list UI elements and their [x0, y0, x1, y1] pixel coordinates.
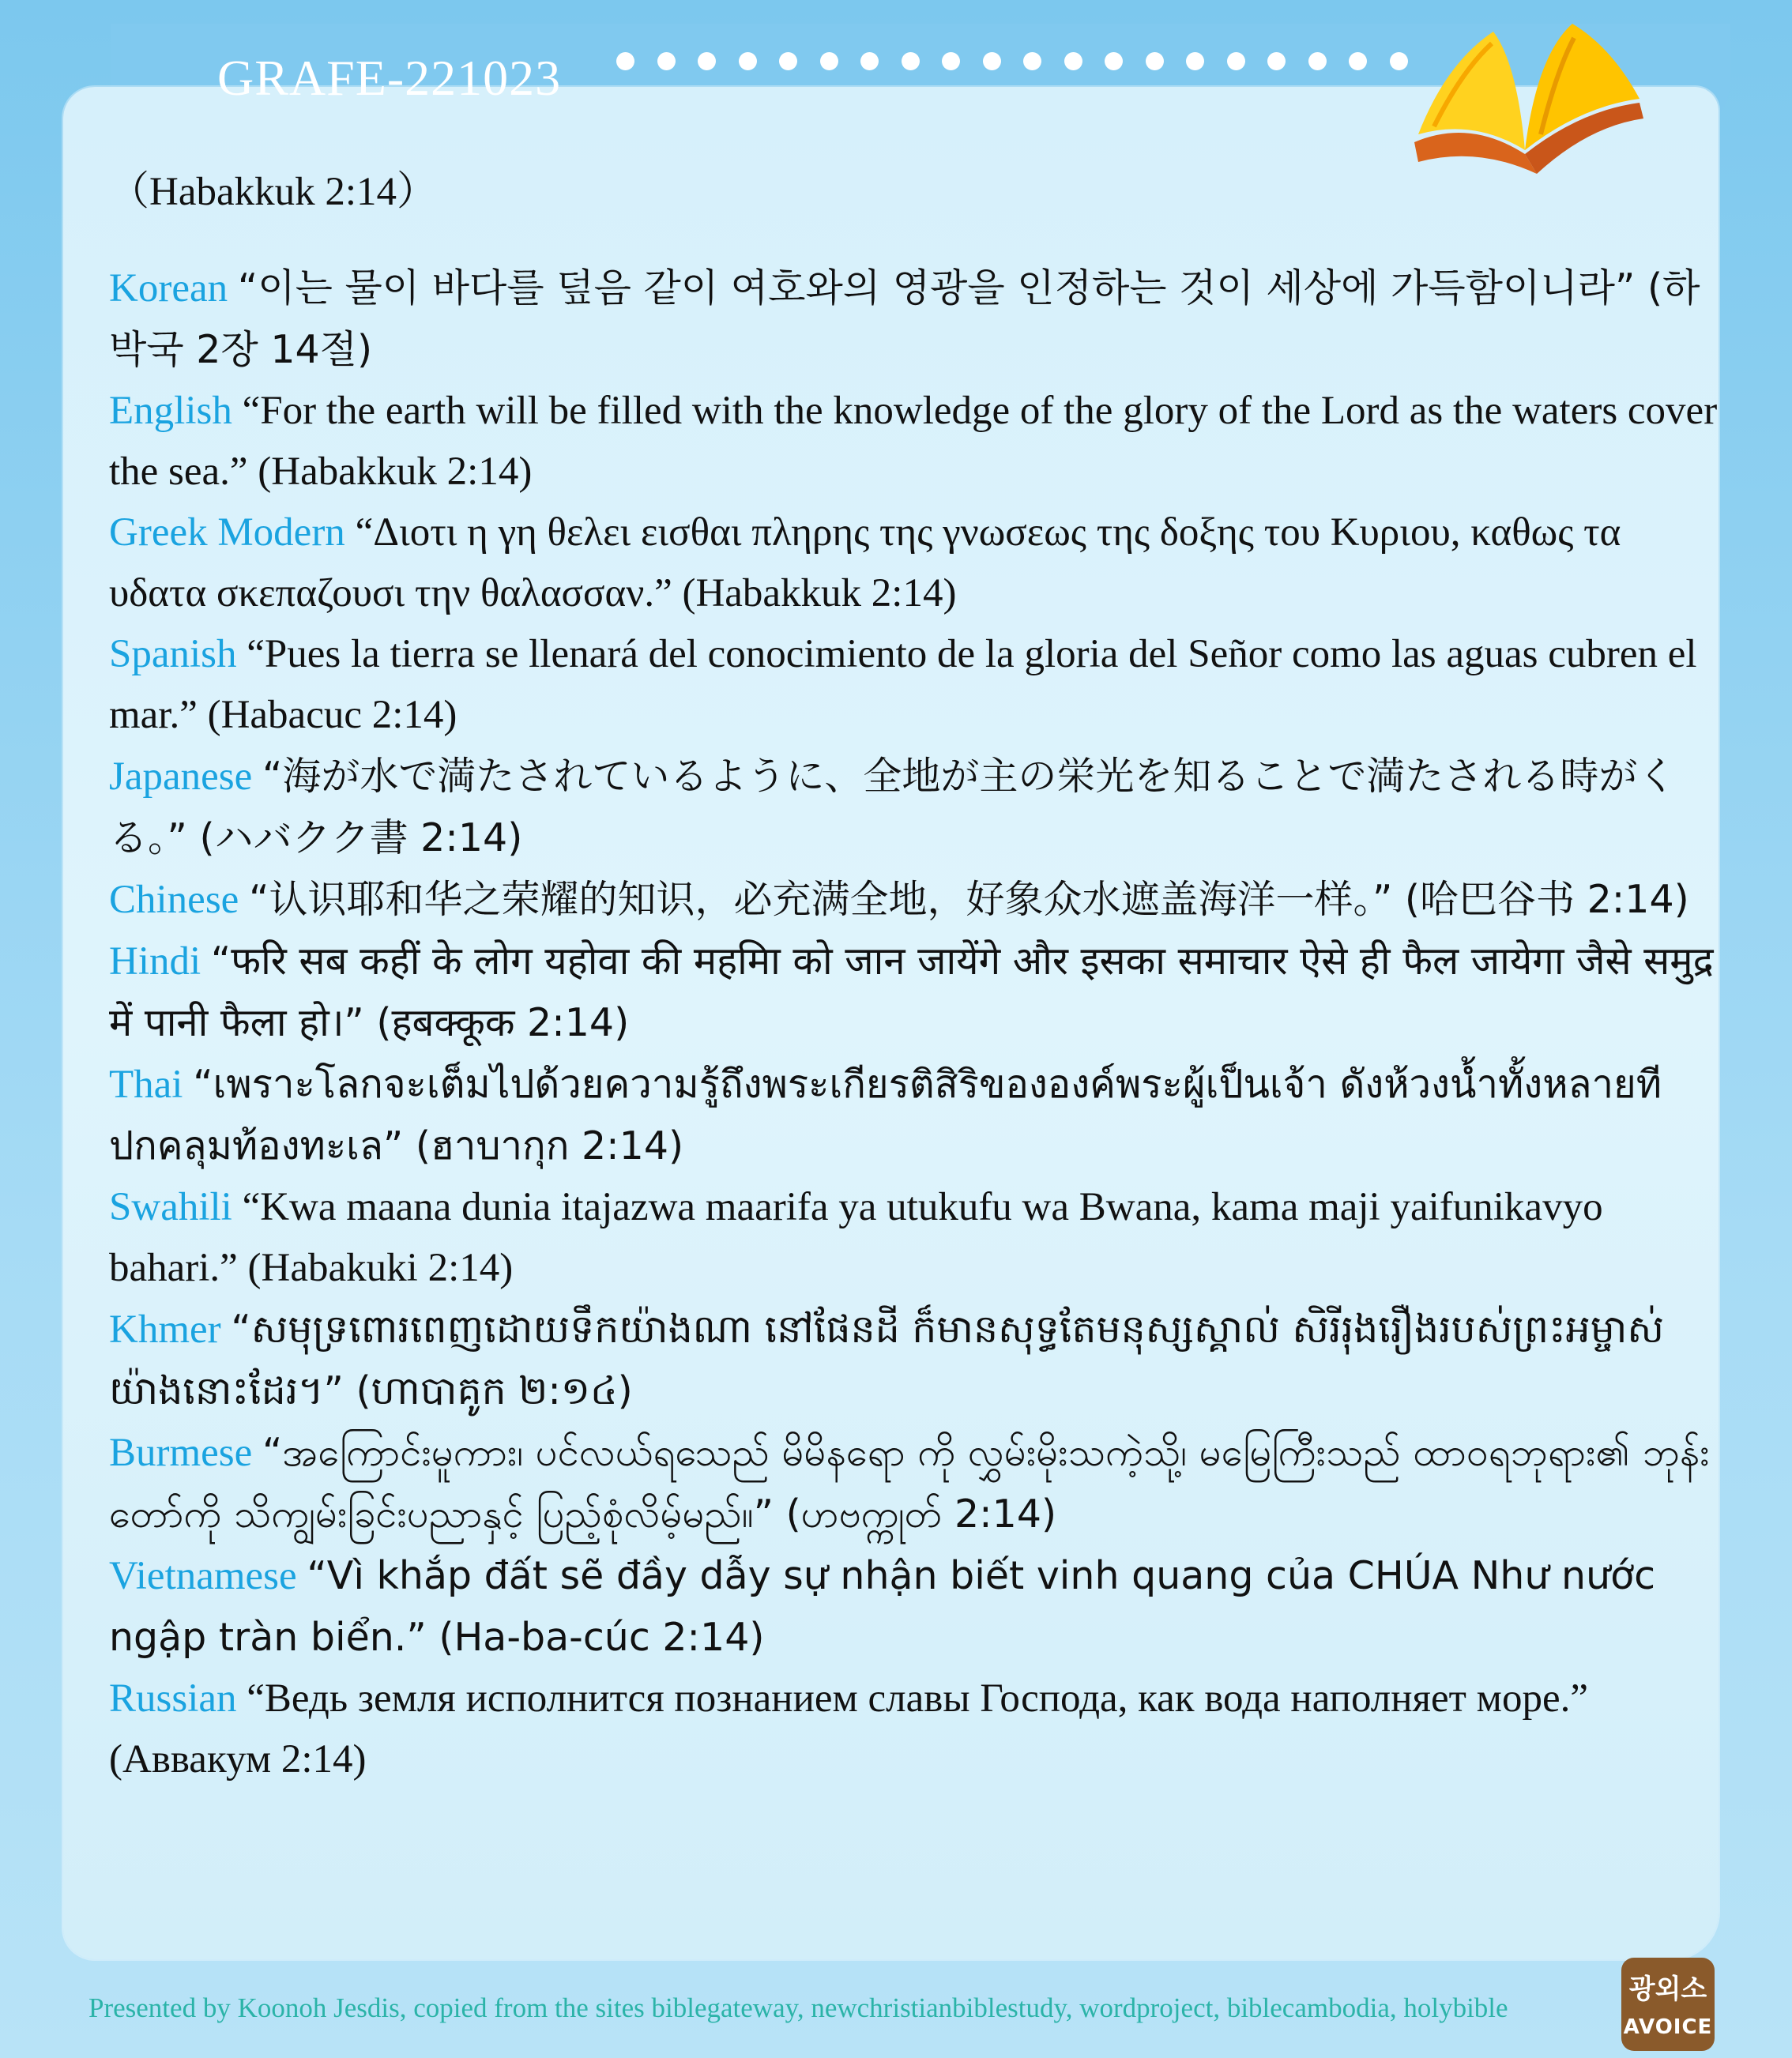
- verse-reference: （Habakkuk 2:14）: [109, 170, 438, 214]
- language-label: Khmer: [109, 1307, 221, 1352]
- language-label: Spanish: [109, 632, 237, 676]
- divider-dot: [942, 52, 960, 70]
- language-label: English: [109, 389, 232, 433]
- divider-dot: [820, 52, 838, 70]
- divider-dot: [1064, 52, 1082, 70]
- language-label: Korean: [109, 266, 228, 310]
- divider-dot: [739, 52, 757, 70]
- divider-dot: [860, 52, 879, 70]
- footer-credits: Presented by Koonoh Jesdis, copied from the sites biblegateway, newchristianbiblestudy, wordproject, biblecambodia, holybible: [88, 1992, 1508, 2023]
- entry-chinese: [109, 869, 1721, 931]
- avoice-logo: [1621, 1958, 1715, 2051]
- entry-hindi: [109, 931, 1721, 1054]
- divider-dot: [1308, 52, 1327, 70]
- divider-dot: [1227, 52, 1245, 70]
- verse-text: “เพราะโลกจะเต็มไปด้วยความรู้ถึงพระเกียรติสิริขององค์พระผู้เป็นเจ้า ดังห้วงน้ำทั้งหลายทีปกคลุมท้องทะเล” (ฮาบากุก 2:14): [109, 1062, 1662, 1168]
- divider-dot: [1349, 52, 1367, 70]
- entry-burmese: [109, 1422, 1721, 1545]
- verse-text: “Διοτι η γη θελει εισθαι πληρης της γνωσεως της δοξης του Κυριου, καθως τα υδατα σκεπαζουσι την θαλασσαν.” (Habakkuk 2:14): [109, 510, 1621, 615]
- divider-dot: [902, 52, 920, 70]
- divider-dot: [1267, 52, 1286, 70]
- verse-text: “Pues la tierra se llenará del conocimiento de la gloria del Señor como las aguas cubren el mar.” (Habacuc 2:14): [109, 632, 1697, 737]
- entry-japanese: [109, 746, 1721, 869]
- logo-korean-text: 광외소: [1628, 1973, 1707, 2005]
- entry-vietnamese: [109, 1545, 1721, 1669]
- verse-content: [109, 162, 1721, 1790]
- language-label: Russian: [109, 1676, 237, 1721]
- language-label: Chinese: [109, 878, 239, 922]
- entry-khmer: [109, 1299, 1721, 1422]
- entry-spanish: [109, 624, 1721, 746]
- verse-text: “Kwa maana dunia itajazwa maarifa ya utukufu wa Bwana, kama maji yaifunikavyo bahari.” (Habakuki 2:14): [109, 1185, 1603, 1290]
- entry-swahili: [109, 1177, 1721, 1299]
- verse-text: “이는 물이 바다를 덮음 같이 여호와의 영광을 인정하는 것이 세상에 가득함이니라” (하박국 2장 14절): [109, 265, 1700, 372]
- dotted-divider: [616, 52, 1408, 70]
- divider-dot: [1186, 52, 1204, 70]
- logo-latin-text: AVOICE: [1623, 2015, 1713, 2039]
- language-label: Hindi: [109, 939, 201, 984]
- language-label: Thai: [109, 1063, 183, 1107]
- page-title: GRAFE-221023: [217, 50, 562, 106]
- divider-dot: [616, 52, 634, 70]
- divider-dot: [983, 52, 1001, 70]
- divider-dot: [1023, 52, 1041, 70]
- language-label: Burmese: [109, 1431, 253, 1475]
- divider-dot: [1146, 52, 1164, 70]
- verse-text: “For the earth will be filled with the knowledge of the glory of the Lord as the waters cover the sea.” (Habakkuk 2:14): [109, 389, 1718, 494]
- divider-dot: [698, 52, 716, 70]
- entry-russian: [109, 1669, 1721, 1790]
- entry-korean: [109, 258, 1721, 381]
- language-label: Japanese: [109, 754, 253, 799]
- entry-english: [109, 381, 1721, 502]
- divider-dot: [1105, 52, 1123, 70]
- verse-text: “សមុទ្រពោរពេញដោយទឹកយ៉ាងណា នៅផែនដី ក៏មានសុទ្ធតែមនុស្សស្គាល់ សិរីរុងរឿងរបស់ព្រះអម្ចាស់យ៉ាងនោះដែរ។” (ហាបាគូក ២:១៤): [109, 1307, 1665, 1413]
- entry-thai: [109, 1054, 1721, 1177]
- language-label: Greek Modern: [109, 510, 345, 555]
- verse-text: “Vì khắp đất sẽ đầy dẫy sự nhận biết vinh quang của CHÚA Như nước ngập tràn biển.” (Ha-ba-cúc 2:14): [109, 1553, 1656, 1660]
- verse-text: “फरि सब कहीं के लोग यहोवा की महमिा को जान जायेंगे और इसका समाचार ऐसे ही फैल जायेगा जैसे समुद्र में पानी फैला हो।” (हबक्कूक 2:14): [109, 939, 1714, 1045]
- divider-dot: [657, 52, 676, 70]
- divider-dot: [779, 52, 797, 70]
- verse-text: “အကြောင်းမူကား၊ ပင်လယ်ရသေည် မိမိနရော ကို လွှမ်းမိုးသကဲ့သို့၊ မမြေကြီးသည် ထာဝရဘုရား၏ ဘုန်း တော်ကို သိကျွမ်းခြင်းပညာနှင့် ပြည့်စုံလိမ့်မည်။” (ဟဗက္ကုတ် 2:14): [109, 1430, 1710, 1537]
- verse-text: “认识耶和华之荣耀的知识，必充满全地，好象众水遮盖海洋一样。” (哈巴谷书 2:14): [249, 877, 1689, 922]
- entry-greek: [109, 502, 1721, 624]
- language-label: Vietnamese: [109, 1554, 297, 1598]
- verse-text: “Ведь земля исполнится познанием славы Господа, как вода наполняет море.” (Аввакум 2:14): [109, 1676, 1588, 1781]
- verse-text: “海が水で満たされているように、全地が主の栄光を知ることで満たされる時がくる。” (ハバクク書 2:14): [109, 754, 1677, 860]
- language-label: Swahili: [109, 1185, 232, 1229]
